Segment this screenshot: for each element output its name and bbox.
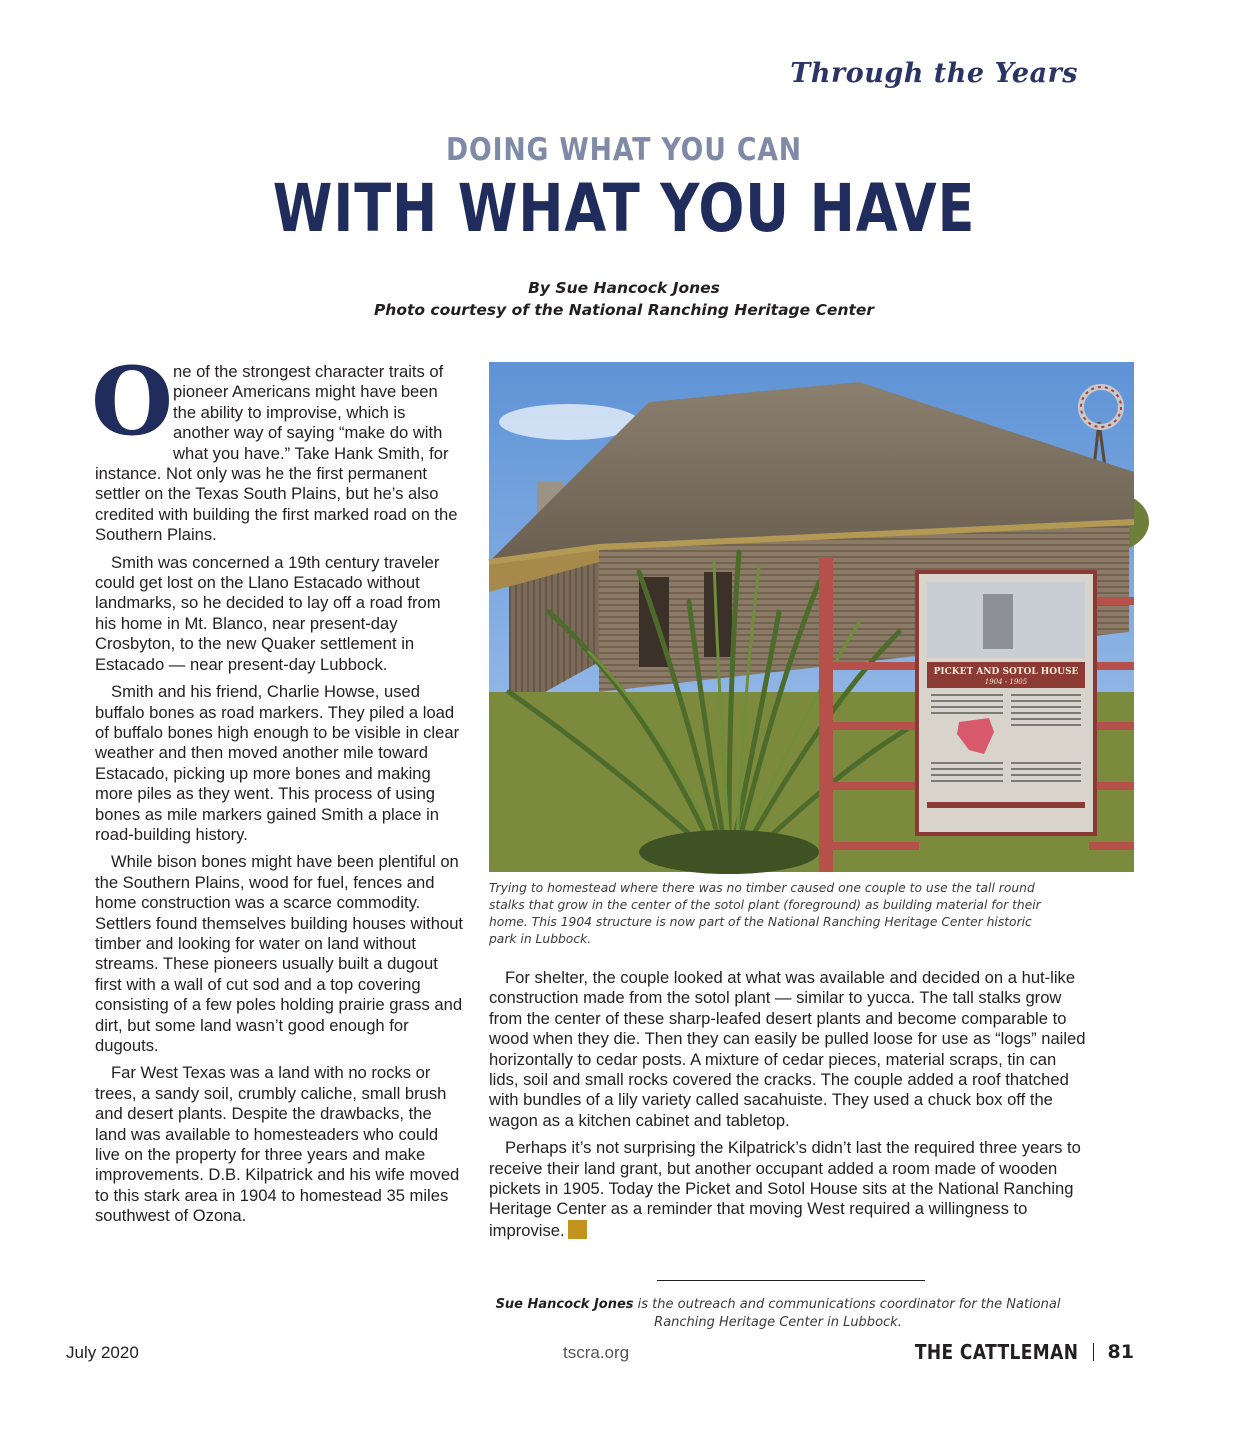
footer-website: tscra.org <box>563 1343 630 1362</box>
author-bio <box>489 1296 1067 1332</box>
bio-name: Sue Hancock Jones <box>495 1297 634 1312</box>
bio-text: is the outreach and communications coordinator for the National Ranching Heritage Center in Lubbock. <box>633 1297 1061 1330</box>
drop-cap <box>91 347 173 457</box>
article-paragraph <box>489 1138 1089 1241</box>
final-paragraph-text: Perhaps it’s not surprising the Kilpatrick’s didn’t last the required three years to receive their land grant, but another occupant added a room made of wooden pickets in 1905. Today the Picket and Sotol House sits at the National Ranching Heritage Center as a reminder that moving West required a willingness to improvise. <box>489 1138 1081 1240</box>
article-left-column <box>91 347 465 1234</box>
headline: WITH WHAT YOU HAVE <box>272 170 976 247</box>
footer-date: July 2020 <box>66 1343 139 1362</box>
photo-credit: Photo courtesy of the National Ranching Heritage Center <box>373 301 875 319</box>
footer-magazine-name: THE CATTLEMAN <box>915 1340 1079 1364</box>
page-number: 81 <box>1107 1341 1134 1363</box>
article-right-column <box>489 968 1089 1248</box>
first-paragraph-text: ne of the strongest character traits of pioneer Americans might have been the ability to improvise, which is another way of saying “make do with what you have.” Take Hank Smith, for instance. Not only was he the first permanent settler on the Texas South Plains, but he’s also credited with building the first marked road on the Southern Plains. <box>95 362 458 545</box>
sign-years: 1904 - 1905 <box>984 678 1028 686</box>
article-paragraph: While bison bones might have been plentiful on the Southern Plains, wood for fuel, fences and home construction was a scarce commodity. Settlers found themselves building houses without timber and looking for water on land without streams. These pioneers usually built a dugout first with a wall of cut sod and a top covering consisting of a few poles holding prairie grass and dirt, but some land wasn’t good enough for dugouts. <box>95 852 464 1055</box>
article-paragraph: For shelter, the couple looked at what was available and decided on a hut-like construction made from the sotol plant — similar to yucca. The tall stalks grow from the center of these sharp-leafed desert plants and become comparable to wood when they die. Then they can easily be pulled loose for use as “logs” nailed horizontally to cedar posts. A mixture of cedar pieces, material scraps, tin can lids, soil and small rocks covered the cracks. The couple added a roof thatched with bundles of a lily variety called sacahuiste. They used a chuck box off the wagon as a kitchen cabinet and tabletop. <box>489 968 1086 1130</box>
article-paragraph <box>91 347 465 546</box>
sign-title: PICKET AND SOTOL HOUSE <box>933 667 1079 677</box>
photo-caption: Trying to homestead where there was no timber caused one couple to use the tall round stalks that grow in the center of the sotol plant (foreground) as building material for their home. This 1904 structure is now part of the National Ranching Heritage Center historic park in Lubbock. <box>489 881 1041 946</box>
footer-separator <box>1093 1343 1094 1361</box>
byline: By Sue Hancock Jones <box>528 279 720 297</box>
bio-divider <box>657 1280 925 1281</box>
tc-brand-icon <box>568 1220 587 1239</box>
picket-sotol-house-photo <box>489 362 1134 872</box>
article-paragraph: Smith was concerned a 19th century traveler could get lost on the Llano Estacado without landmarks, so he decided to lay off a road from his home in Mt. Blanco, near present-day Crosbyton, to the new Quaker settlement in Estacado — near present-day Lubbock. <box>95 552 441 674</box>
section-tag: Through the Years <box>790 58 1078 89</box>
article-photo <box>489 362 1134 872</box>
headline-kicker: DOING WHAT YOU CAN <box>446 132 802 168</box>
footer-masthead <box>886 1340 1134 1364</box>
drop-cap-letter: O <box>91 347 173 457</box>
article-paragraph: Smith and his friend, Charlie Howse, used buffalo bones as road markers. They piled a load of buffalo bones high enough to be visible in clear weather and then moved another mile toward Estacado, picking up more bones and making more piles as they went. This process of using bones as mile markers gained Smith a place in road-building history. <box>95 682 460 844</box>
article-paragraph: Far West Texas was a land with no rocks or trees, a sandy soil, crumbly caliche, small brush and desert plants. Despite the drawbacks, the land was available to homesteaders who could live on the property for three years and make improvements. D.B. Kilpatrick and his wife moved to this stark area in 1904 to homestead 35 miles southwest of Ozona. <box>95 1063 460 1226</box>
